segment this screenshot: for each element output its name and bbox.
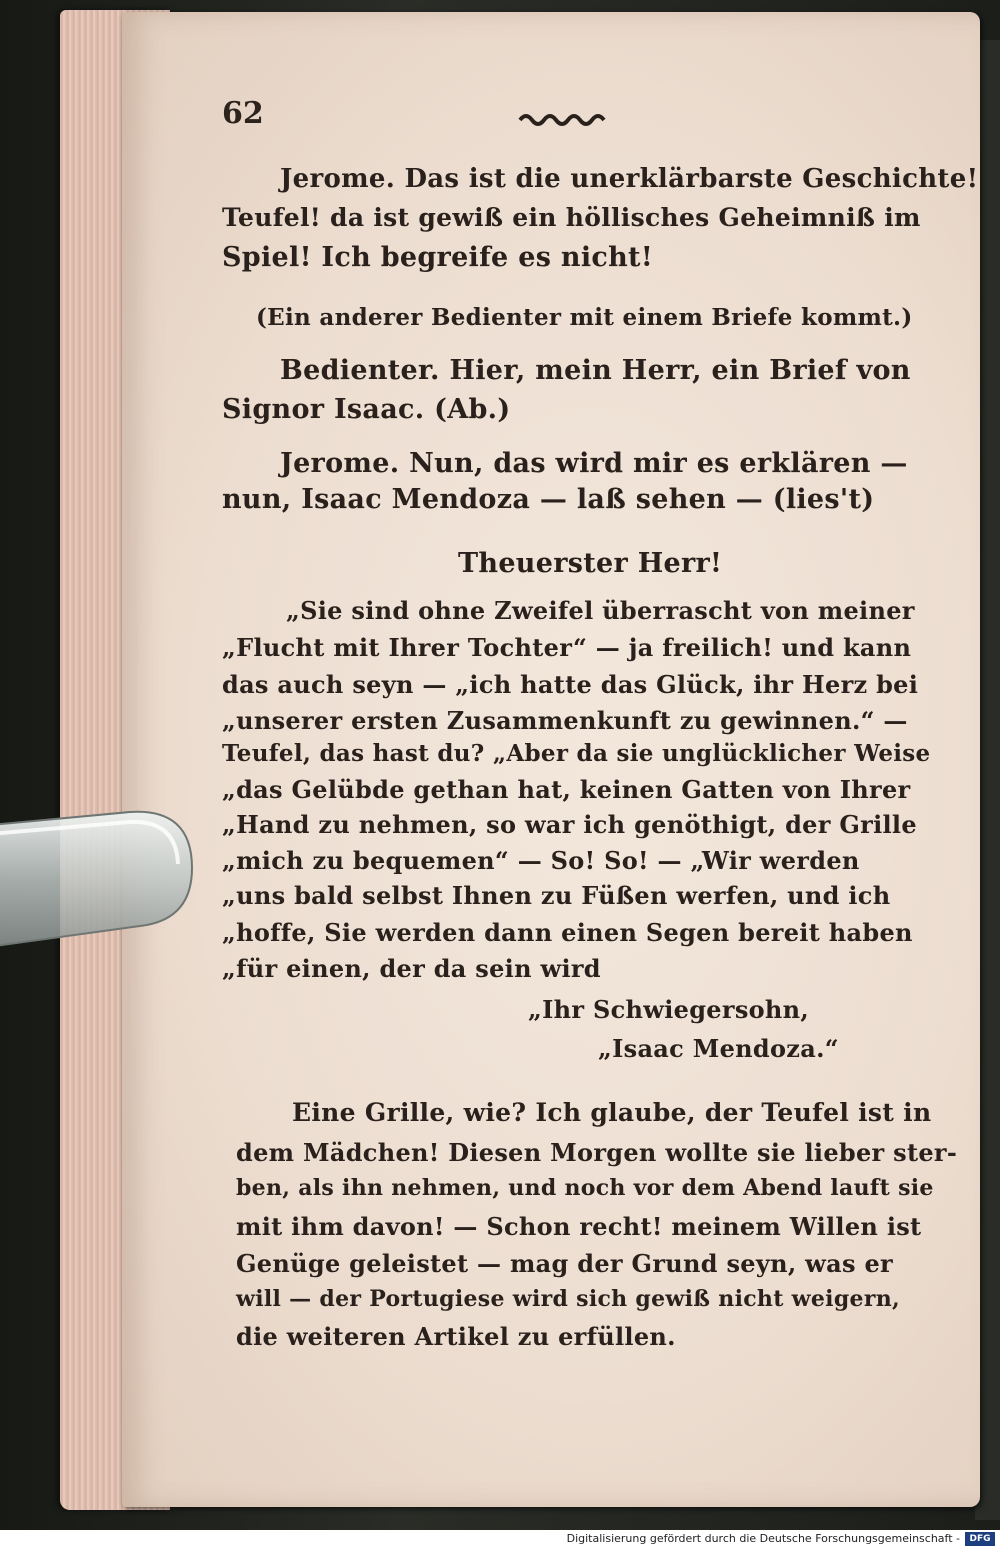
text-line: „Sie sind ohne Zweifel überrascht von meiner	[286, 596, 915, 625]
acrylic-page-clip	[0, 808, 198, 960]
text-line: „Hand zu nehmen, so war ich genöthigt, der Grille	[222, 810, 917, 839]
text-line: dem Mädchen! Diesen Morgen wollte sie lieber ster-	[236, 1138, 958, 1167]
text-line: Jerome. Das ist die unerklärbarste Geschichte!	[280, 164, 979, 194]
header-ornament	[518, 112, 614, 128]
text-line: Genüge geleistet — mag der Grund seyn, was er	[236, 1249, 893, 1278]
text-line: Teufel! da ist gewiß ein höllisches Geheimniß im	[222, 203, 921, 232]
text-line: Bedienter. Hier, mein Herr, ein Brief von	[280, 355, 911, 386]
footer-credit: Digitalisierung gefördert durch die Deutsche Forschungsgemeinschaft -	[566, 1532, 960, 1545]
text-line: Jerome. Nun, das wird mir es erklären —	[280, 448, 908, 479]
page-number: 62	[222, 96, 264, 131]
text-line: die weiteren Artikel zu erfüllen.	[236, 1322, 676, 1351]
text-line: „uns bald selbst Ihnen zu Füßen werfen, und ich	[222, 881, 891, 910]
text-line: „für einen, der da sein wird	[222, 954, 601, 983]
text-line: „das Gelübde gethan hat, keinen Gatten von Ihrer	[222, 775, 911, 804]
text-line: das auch seyn — „ich hatte das Glück, ihr Herz bei	[222, 670, 919, 699]
text-line: ben, als ihn nehmen, und noch vor dem Abend lauft sie	[236, 1175, 934, 1201]
text-line: Signor Isaac. (Ab.)	[222, 394, 511, 425]
text-line: nun, Isaac Mendoza — laß sehen — (lies't)	[222, 484, 875, 515]
letter-salutation: Theuerster Herr!	[458, 548, 723, 579]
text-line: Spiel! Ich begreife es nicht!	[222, 242, 653, 273]
text-line: „mich zu bequemen“ — So! So! — „Wir werden	[222, 846, 860, 875]
text-line: mit ihm davon! — Schon recht! meinem Willen ist	[236, 1212, 922, 1241]
letter-signature-line: „Ihr Schwiegersohn,	[528, 995, 810, 1024]
text-line: Teufel, das hast du? „Aber da sie unglücklicher Weise	[222, 740, 931, 767]
text-line: „unserer ersten Zusammenkunft zu gewinnen.“ —	[222, 706, 908, 735]
text-line: Eine Grille, wie? Ich glaube, der Teufel ist in	[292, 1098, 932, 1127]
text-line: „Flucht mit Ihrer Tochter“ — ja freilich! und kann	[222, 633, 912, 662]
dfg-logo: DFG	[965, 1532, 995, 1546]
stage-direction: (Ein anderer Bedienter mit einem Briefe kommt.)	[256, 304, 913, 331]
letter-signature-name: „Isaac Mendoza.“	[598, 1034, 839, 1063]
text-line: „hoffe, Sie werden dann einen Segen bereit haben	[222, 918, 913, 947]
text-line: will — der Portugiese wird sich gewiß nicht weigern,	[236, 1286, 900, 1312]
